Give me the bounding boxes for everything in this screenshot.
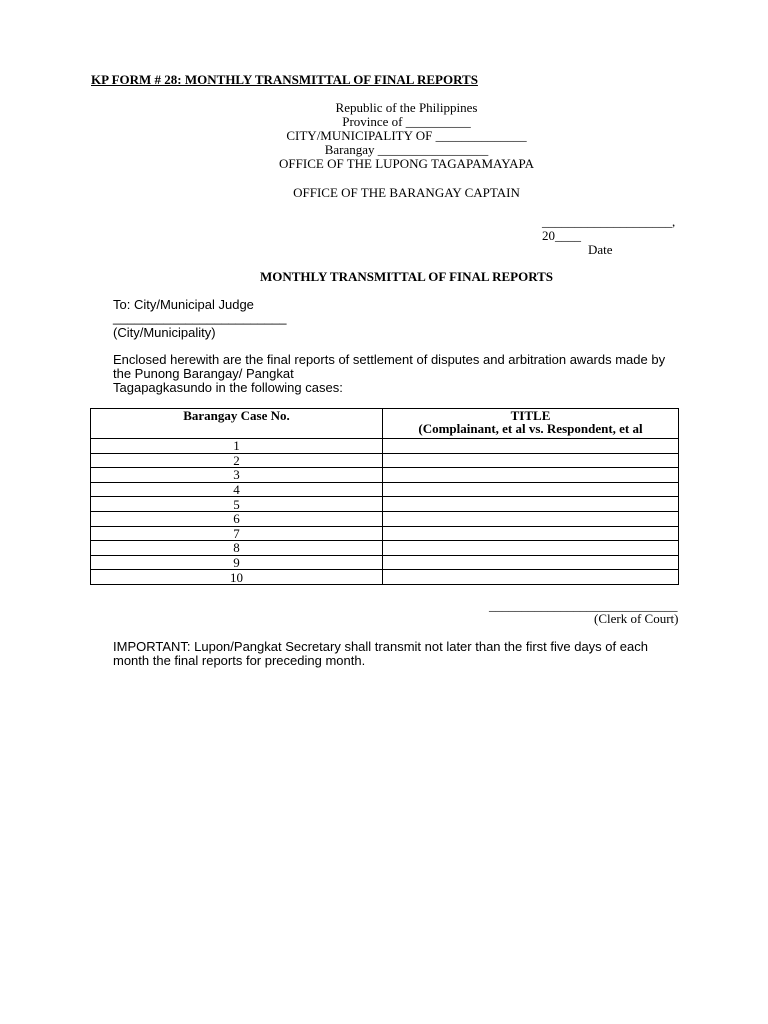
case-number-cell: 10 — [91, 570, 383, 585]
table-row — [91, 541, 679, 556]
case-title-cell[interactable] — [383, 541, 679, 556]
title-header — [383, 409, 679, 439]
addressee-city: (City/Municipality) — [113, 325, 216, 340]
case-title-cell[interactable] — [383, 497, 679, 512]
table-row — [91, 468, 679, 483]
title-header-line-2: (Complainant, et al vs. Respondent, et al — [418, 421, 643, 436]
case-title-cell[interactable] — [383, 453, 679, 468]
letterhead — [200, 101, 613, 171]
case-number-cell: 4 — [91, 482, 383, 497]
form-title: KP FORM # 28: MONTHLY TRANSMITTAL OF FINAL REPORTS — [91, 72, 478, 87]
case-title-cell[interactable] — [383, 526, 679, 541]
table-row — [91, 526, 679, 541]
case-title-cell[interactable] — [383, 511, 679, 526]
date-label: Date — [588, 242, 613, 257]
addressee-blank-line: ________________________ — [113, 310, 287, 325]
case-number-cell: 5 — [91, 497, 383, 512]
title-header-line-1: TITLE — [510, 408, 551, 423]
important-line-1: IMPORTANT: Lupon/Pangkat Secretary shall transmit not later than the first five days of each — [113, 639, 648, 654]
case-number-cell: 6 — [91, 511, 383, 526]
table-row — [91, 570, 679, 585]
date-blank-line: ____________________, — [542, 214, 676, 229]
cases-table-header — [91, 409, 679, 439]
case-title-cell[interactable] — [383, 555, 679, 570]
table-row — [91, 482, 679, 497]
table-row — [91, 453, 679, 468]
barangay-line: Barangay _________________ — [324, 142, 489, 157]
city-line: CITY/MUNICIPALITY OF ______________ — [286, 128, 527, 143]
table-row — [91, 497, 679, 512]
case-number-cell: 3 — [91, 468, 383, 483]
case-no-header: Barangay Case No. — [91, 409, 383, 439]
enclosed-line-1: Enclosed herewith are the final reports of settlement of disputes and arbitration awards made by — [113, 352, 666, 367]
table-row — [91, 511, 679, 526]
enclosed-paragraph — [113, 353, 713, 395]
year-blank-line: 20____ — [542, 228, 581, 243]
clerk-signature-line: _____________________________ — [489, 598, 678, 613]
table-row — [91, 439, 679, 454]
case-number-cell: 8 — [91, 541, 383, 556]
section-title: MONTHLY TRANSMITTAL OF FINAL REPORTS — [259, 269, 554, 284]
case-title-cell[interactable] — [383, 468, 679, 483]
important-note — [113, 640, 713, 668]
case-number-cell: 1 — [91, 439, 383, 454]
enclosed-line-2: the Punong Barangay/ Pangkat — [113, 366, 294, 381]
table-row — [91, 555, 679, 570]
case-title-cell[interactable] — [383, 439, 679, 454]
republic-line: Republic of the Philippines — [335, 100, 478, 115]
case-title-cell[interactable] — [383, 482, 679, 497]
office-lupon-line: OFFICE OF THE LUPONG TAGAPAMAYAPA — [279, 156, 534, 171]
case-title-cell[interactable] — [383, 570, 679, 585]
cases-table — [90, 408, 679, 585]
important-line-2: month the final reports for preceding month. — [113, 653, 366, 668]
case-number-cell: 7 — [91, 526, 383, 541]
province-line: Province of __________ — [342, 114, 471, 129]
case-number-cell: 9 — [91, 555, 383, 570]
office-captain-line: OFFICE OF THE BARANGAY CAPTAIN — [293, 185, 520, 200]
enclosed-line-3: Tagapagkasundo in the following cases: — [113, 380, 343, 395]
case-number-cell: 2 — [91, 453, 383, 468]
clerk-label: (Clerk of Court) — [594, 611, 679, 626]
addressee-to: To: City/Municipal Judge — [113, 297, 254, 312]
